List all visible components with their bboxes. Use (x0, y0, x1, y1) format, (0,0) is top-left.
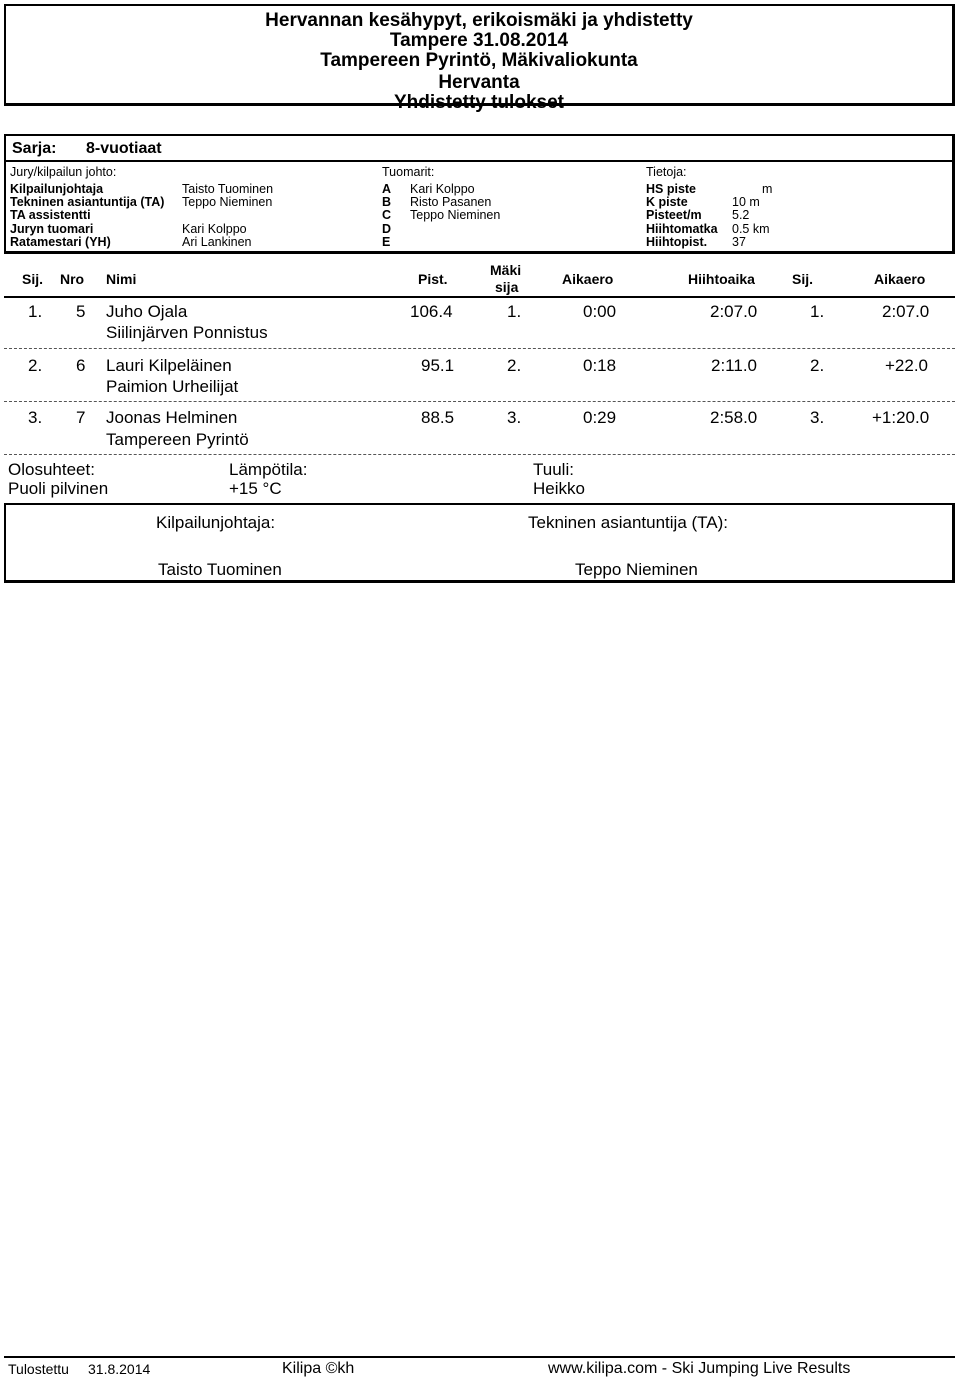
cell-final-rank: 2. (810, 356, 825, 375)
cell-final-rank: 3. (810, 408, 825, 427)
cell-points: 106.4 (410, 302, 453, 321)
info-value: 37 (732, 235, 746, 249)
cell-rank: 2. (28, 356, 43, 375)
info-heading: Tietoja: (646, 165, 687, 179)
table-header-divider (4, 296, 955, 298)
cell-jump-rank: 2. (507, 356, 522, 375)
info-key: Hiihtomatka (646, 222, 718, 236)
series-value: 8-vuotiaat (86, 140, 162, 157)
cell-rank: 1. (28, 302, 43, 321)
cell-final-rank: 1. (810, 302, 825, 321)
col-jump-rank: Mäki (490, 262, 522, 278)
printed-label: Tulostettu (8, 1361, 69, 1377)
judge-name: Teppo Nieminen (410, 208, 501, 222)
judge-name: Kari Kolppo (410, 182, 475, 196)
cell-name: Lauri Kilpeläinen (106, 356, 232, 375)
cell-jump-rank: 3. (507, 408, 522, 427)
col-final-rank: Sij. (792, 271, 814, 287)
cell-final-gap: +22.0 (885, 356, 929, 375)
signature-box (4, 503, 955, 583)
event-header (4, 4, 955, 113)
printed-date: 31.8.2014 (88, 1361, 151, 1377)
info-value: 10 m (732, 195, 760, 209)
director-label: Kilpailunjohtaja: (156, 513, 276, 532)
ta-name: Teppo Nieminen (575, 560, 698, 579)
wind-label: Tuuli: (533, 460, 574, 479)
weather-value: Puoli pilvinen (8, 479, 109, 498)
jury-name: Kari Kolppo (182, 222, 247, 236)
cell-name: Juho Ojala (106, 302, 188, 321)
info-value: m (762, 182, 773, 196)
series-bar (6, 136, 952, 162)
event-venue: Hervanta (438, 72, 520, 93)
cell-points: 95.1 (421, 356, 455, 375)
jury-role: Juryn tuomari (10, 222, 94, 236)
cell-nro: 6 (76, 356, 86, 375)
jury-name: Ari Lankinen (182, 235, 252, 249)
cell-final-gap: +1:20.0 (872, 408, 930, 427)
row-divider (4, 454, 955, 455)
cell-rank: 3. (28, 408, 43, 427)
jury-name: Teppo Nieminen (182, 195, 273, 209)
cell-final-gap: 2:07.0 (882, 302, 930, 321)
col-final-gap: Aikaero (874, 271, 926, 287)
weather-label: Olosuhteet: (8, 460, 95, 479)
info-value: 5.2 (732, 208, 750, 222)
temperature-value: +15 °C (229, 479, 282, 498)
judge-letter: B (382, 195, 392, 209)
cell-gap: 0:00 (583, 302, 617, 321)
temperature-label: Lämpötila: (229, 460, 308, 479)
jury-role: Kilpailunjohtaja (10, 182, 104, 196)
jury-heading: Jury/kilpailun johto: (10, 165, 117, 179)
judge-letter: C (382, 208, 392, 222)
cell-ski-time: 2:11.0 (711, 356, 758, 375)
event-date: Tampere 31.08.2014 (389, 30, 569, 51)
cell-ski-time: 2:58.0 (710, 408, 758, 427)
jury-role: TA assistentti (10, 208, 91, 222)
cell-points: 88.5 (421, 408, 455, 427)
cell-nro: 5 (76, 302, 86, 321)
jury-role: Ratamestari (YH) (10, 235, 111, 249)
director-name: Taisto Tuominen (158, 560, 282, 579)
cell-jump-rank: 1. (507, 302, 522, 321)
cell-gap: 0:18 (583, 356, 617, 375)
footer-divider (4, 1356, 955, 1358)
col-points: Pist. (418, 271, 448, 287)
jury-role: Tekninen asiantuntija (TA) (10, 195, 165, 209)
info-key: Hiihtopist. (646, 235, 708, 249)
cell-ski-time: 2:07.0 (710, 302, 758, 321)
wind-value: Heikko (533, 479, 585, 498)
cell-club: Siilinjärven Ponnistus (106, 323, 268, 342)
website-credit: www.kilipa.com - Ski Jumping Live Results (548, 1360, 851, 1377)
judges-heading: Tuomarit: (382, 165, 435, 179)
judge-letter: A (382, 182, 392, 196)
jury-name: Taisto Tuominen (182, 182, 274, 196)
ta-label: Tekninen asiantuntija (TA): (528, 513, 729, 532)
col-jump-rank-2: sija (495, 279, 519, 295)
col-nro: Nro (60, 271, 85, 287)
row-divider (4, 348, 955, 349)
info-key: K piste (646, 195, 688, 209)
info-value: 0.5 km (732, 222, 770, 236)
row-divider (4, 401, 955, 402)
cell-club: Paimion Urheilijat (106, 377, 239, 396)
judge-letter: D (382, 222, 392, 236)
info-key: Pisteet/m (646, 208, 702, 222)
col-gap: Aikaero (562, 271, 614, 287)
judge-name: Risto Pasanen (410, 195, 492, 209)
col-name: Nimi (106, 271, 137, 287)
info-key: HS piste (646, 182, 697, 196)
software-credit: Kilipa ©kh (282, 1360, 355, 1377)
results-title: Yhdistetty tulokset (394, 92, 564, 113)
cell-name: Joonas Helminen (106, 408, 238, 427)
col-rank: Sij. (22, 271, 44, 287)
col-ski-time: Hiihtoaika (688, 271, 755, 287)
cell-nro: 7 (76, 408, 86, 427)
officials-box (4, 134, 955, 254)
event-organizer: Tampereen Pyrintö, Mäkivaliokunta (320, 50, 638, 71)
cell-gap: 0:29 (583, 408, 617, 427)
cell-club: Tampereen Pyrintö (106, 430, 249, 449)
series-label: Sarja: (12, 140, 57, 157)
event-title: Hervannan kesähypyt, erikoismäki ja yhdistetty (265, 10, 693, 31)
judge-letter: E (382, 235, 391, 249)
